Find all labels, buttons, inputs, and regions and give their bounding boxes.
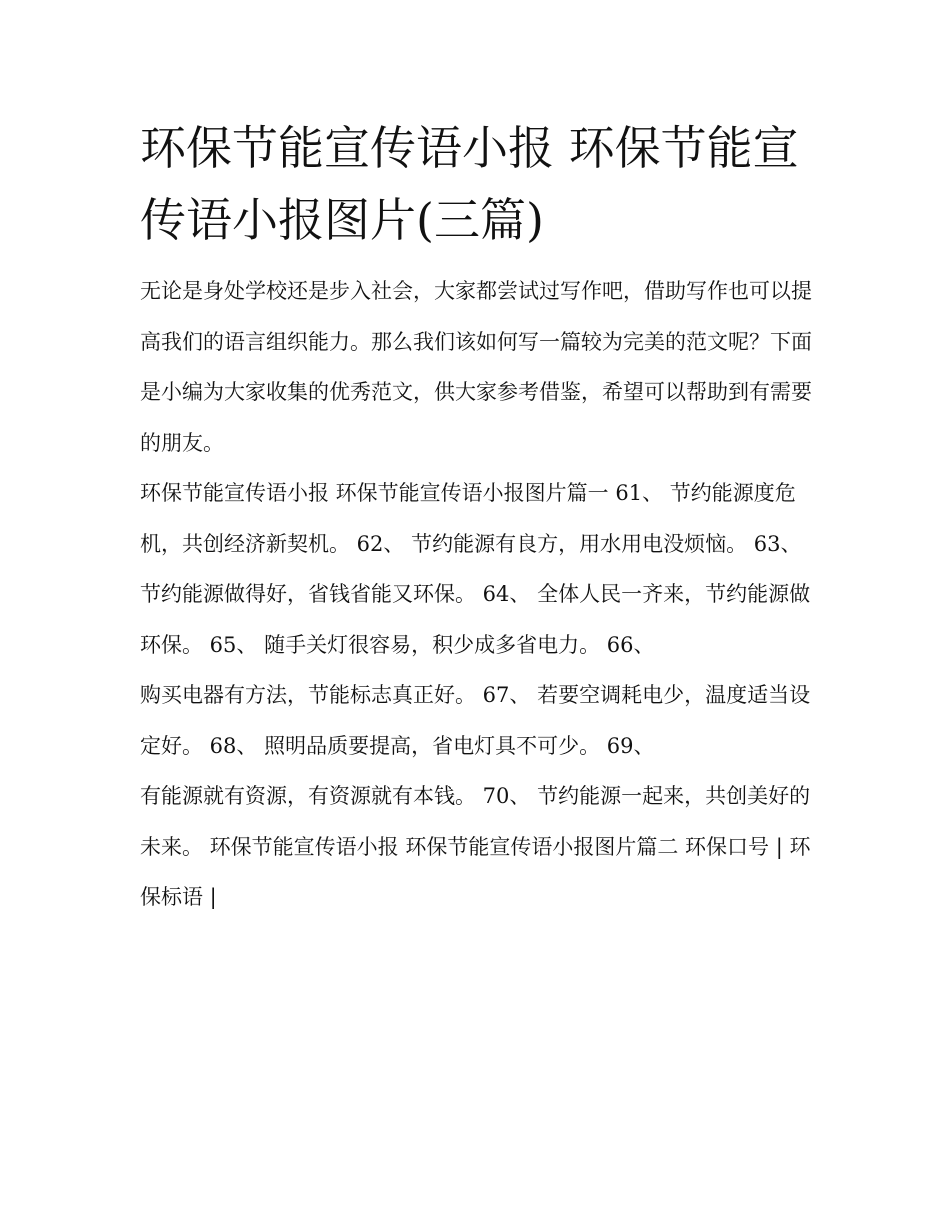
document-title: 环保节能宣传语小报 环保节能宣传语小报图片(三篇) — [140, 121, 799, 247]
paragraph-1: 环保节能宣传语小报 环保节能宣传语小报图片篇一 61、 节约能源度危机，共创经济新契机。 62、 节约能源有良方，用水用电没烦恼。 63、 — [140, 481, 802, 556]
paragraph-4: 有能源就有资源，有资源就有本钱。 70、 节约能源一起来，共创美好的未来。 环保节能宣传语小报 环保节能宣传语小报图片篇二 环保口号 | 环保标语 | — [140, 784, 811, 909]
paragraph-3: 购买电器有方法，节能标志真正好。 67、 若要空调耗电少，温度适当设定好。 68、 照明品质要提高，省电灯具不可少。 69、 — [140, 683, 811, 758]
document-body — [140, 112, 820, 923]
paragraph-intro: 无论是身处学校还是步入社会，大家都尝试过写作吧，借助写作也可以提高我们的语言组织能力。那么我们该如何写一篇较为完美的范文呢？下面是小编为大家收集的优秀范文，供大家参考借鉴，希望可以帮助到有需要的朋友。 — [140, 279, 812, 455]
paragraph-2: 节约能源做得好，省钱省能又环保。 64、 全体人民一齐来，节约能源做环保。 65、 随手关灯很容易，积少成多省电力。 66、 — [140, 582, 811, 657]
